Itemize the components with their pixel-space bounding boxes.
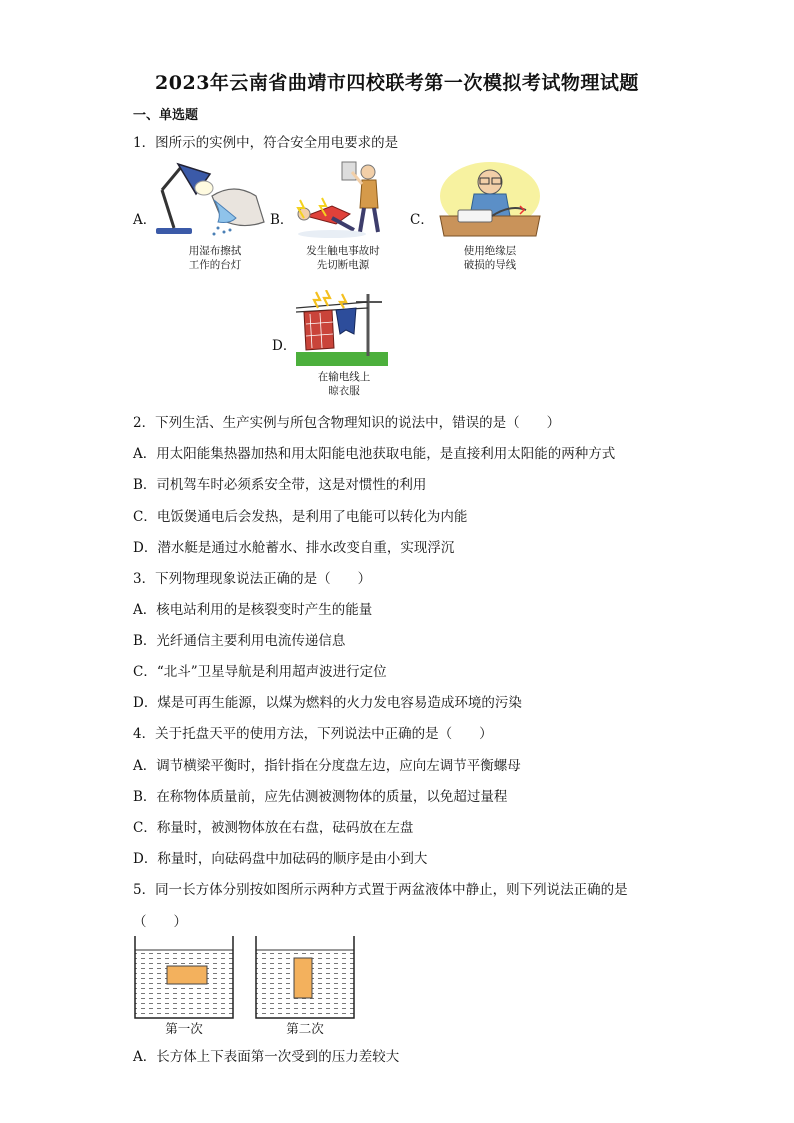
q2-option-a: A．用太阳能集热器加热和用太阳能电池获取电能，是直接利用太阳能的两种方式 — [133, 446, 616, 462]
q4-option-c: C．称量时，被测物体放在右盘，砝码放在左盘 — [133, 820, 414, 836]
q2-stem: 2．下列生活、生产实例与所包含物理知识的说法中，错误的是（ ） — [133, 415, 561, 431]
q3-option-c: C．“北斗”卫星导航是利用超声波进行定位 — [133, 664, 387, 680]
electric-shock-rescue-icon — [292, 158, 392, 240]
container-second-figure — [254, 936, 356, 1020]
q5-option-a: A．长方体上下表面第一次受到的压力差较大 — [133, 1049, 400, 1065]
q2-option-b: B．司机驾车时必须系安全带，这是对惯性的利用 — [133, 477, 427, 493]
q3-option-b: B．光纤通信主要利用电流传递信息 — [133, 633, 346, 649]
q1-option-d-letter: D． — [272, 338, 297, 354]
fig-label-first: 第一次 — [165, 1021, 203, 1036]
q1-option-d-caption: 在输电线上 晾衣服 — [317, 371, 371, 397]
section-heading: 一、单选题 — [133, 108, 199, 123]
floating-block-horizontal — [167, 966, 207, 984]
fig-label-second: 第二次 — [286, 1021, 324, 1036]
q4-option-a: A．调节横梁平衡时，指针指在分度盘左边，应向左调节平衡螺母 — [133, 758, 521, 774]
q4-option-d: D．称量时，向砝码盘中加砝码的顺序是由小到大 — [133, 851, 428, 867]
q4-option-b: B．在称物体质量前，应先估测被测物体的质量，以免超过量程 — [133, 789, 508, 805]
container-first-figure — [133, 936, 235, 1020]
q1-stem: 1．图所示的实例中，符合安全用电要求的是 — [133, 135, 399, 151]
q4-stem: 4．关于托盘天平的使用方法，下列说法中正确的是（ ） — [133, 726, 493, 742]
q1-option-c-letter: C． — [410, 212, 434, 228]
page-title: 2023年云南省曲靖市四校联考第一次模拟考试物理试题 — [155, 72, 639, 94]
q1-option-a-caption: 用湿布擦拭 工作的台灯 — [188, 245, 242, 271]
q5-stem-continued: （ ） — [133, 914, 187, 930]
q1-option-a-letter: A． — [133, 212, 157, 228]
q3-option-a: A．核电站利用的是核裂变时产生的能量 — [133, 602, 373, 618]
q2-option-d: D．潜水艇是通过水舱蓄水、排水改变自重，实现浮沉 — [133, 540, 455, 556]
q3-option-d: D．煤是可再生能源，以煤为燃料的火力发电容易造成环境的污染 — [133, 695, 522, 711]
q1-option-b-letter: B． — [270, 212, 294, 228]
floating-block-vertical — [294, 958, 312, 998]
q3-stem: 3．下列物理现象说法正确的是（ ） — [133, 571, 372, 587]
q5-stem: 5．同一长方体分别按如图所示两种方式置于两盆液体中静止，则下列说法正确的是 — [133, 882, 628, 898]
clothes-on-powerline-icon — [296, 290, 388, 366]
damaged-wire-icon — [436, 160, 544, 242]
q1-option-b-caption: 发生触电事故时 先切断电源 — [306, 245, 380, 271]
q1-option-c-caption: 使用绝缘层 破损的导线 — [463, 245, 517, 271]
q2-option-c: C．电饭煲通电后会发热，是利用了电能可以转化为内能 — [133, 509, 468, 525]
lamp-wet-cloth-icon — [152, 160, 270, 240]
